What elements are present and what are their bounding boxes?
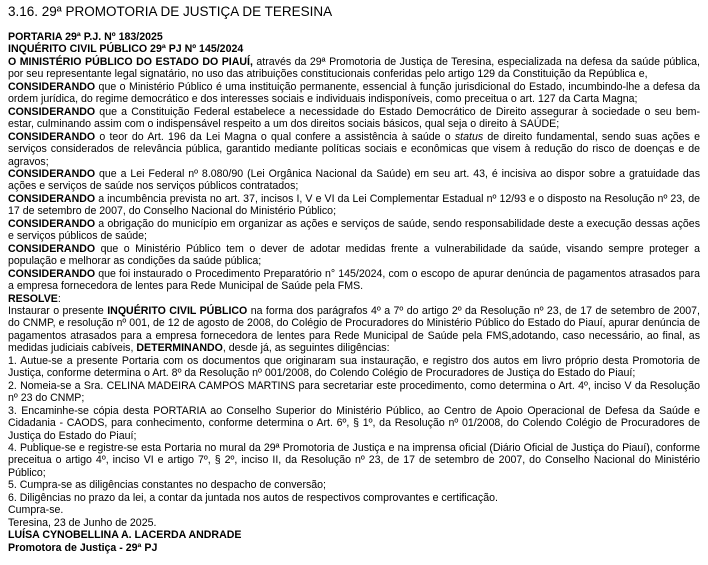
paragraph [8,31,700,43]
text-segment: de direito fundamental, sendo suas ações e serviços considerados de relevância pública, garantido mediante políticas sociais e econômicas que visem à redução do risco de doenças e de agravos; [8,130,700,168]
text-segment: CONSIDERANDO [8,80,96,93]
paragraph [8,529,700,541]
paragraph [8,106,700,131]
text-segment: 3. Encaminhe-se cópia desta PORTARIA ao Conselho Superior do Ministério Público, ao Centro de Apoio Operacional de Defesa da Saúde e Cidadania - CAODS, para conhecimento, conforme determina o Art. 6º, § 1º, da Resolução nº 01/2008, do Colendo Colégio de Procuradores de Justiça do Estado do Piauí; [8,404,700,442]
text-segment: através da 29ª Promotoria de Justiça de Teresina, especializada na defesa da saúde pública, por seu representante legal signatário, no uso das atribuições constitucionais conferidas pelo artigo 129 da Constituição da República e, [8,55,700,81]
paragraph [8,218,700,243]
text-segment: que a Constituição Federal estabelece a necessidade do Estado Democrático de Direito assegurar à sociedade o seu bem-estar, culminando assim com o indispensável respeito a um dos direitos sociais básicos, qual seja o direito à SAÚDE; [8,105,700,131]
text-segment: O MINISTÉRIO PÚBLICO DO ESTADO DO PIAUÍ, [8,55,253,68]
text-segment: que foi instaurado o Procedimento Preparatório n° 145/2024, com o escopo de apurar denúncia de pagamentos atrasados para a empresa fornecedora de lentes para Rede Municipal de Saúde pela FMS. [8,267,700,293]
text-segment: Promotora de Justiça - 29ª PJ [8,541,158,554]
text-segment: CONSIDERANDO [8,267,96,280]
paragraph [8,131,700,168]
text-segment: que a Lei Federal nº 8.080/90 (Lei Orgânica Nacional da Saúde) em seu art. 43, é incisiva ao dispor sobre a gratuidade das ações e serviços de saúde nos serviços públicos contratados; [8,167,700,193]
paragraph [8,517,700,529]
paragraph [8,542,700,554]
text-segment: DETERMINANDO [136,342,223,355]
text-segment: 2. Nomeia-se a Sra. CELINA MADEIRA CAMPOS MARTINS para secretariar este procedimento, como determina o Art. 4º, inciso V da Resolução nº 23 do CNMP; [8,379,700,405]
paragraph [8,193,700,218]
text-segment: CONSIDERANDO [8,105,96,118]
paragraph [8,479,700,491]
text-segment: CONSIDERANDO [8,217,96,230]
text-segment: Teresina, 23 de Junho de 2025. [8,516,157,529]
text-segment: que o Ministério Público tem o dever de adotar medidas frente a vulnerabilidade da saúde, visando sempre proteger a população e melhorar as condições da saúde pública; [8,242,700,268]
text-segment: 6. Diligências no prazo da lei, a contar da juntada nos autos de respectivos comprovantes e certificação. [8,491,498,504]
paragraph [8,355,700,380]
section-heading: 3.16. 29ª PROMOTORIA DE JUSTIÇA DE TERESINA [8,4,333,19]
text-segment: o teor do Art. 196 da Lei Magna o qual confere a assistência à saúde o [95,130,455,143]
paragraph [8,305,700,355]
text-segment: Instaurar o presente [8,304,108,317]
paragraph [8,492,700,504]
paragraph [8,442,700,479]
text-segment: a incumbência prevista no art. 37, incisos I, V e VI da Lei Complementar Estadual nº 12/93 e o disposto na Resolução nº 23, de 17 de setembro de 2007, do Conselho Nacional do Ministério Público; [8,192,700,218]
text-segment: INQUÉRITO CIVIL PÚBLICO 29ª PJ Nº 145/2024 [8,43,244,56]
text-segment: na forma dos parágrafos 4º a 7º do artigo 2º da Resolução nº 23, de 17 de setembro de 2007, do CNMP, e resolução nº 001, de 12 de agosto de 2008, do Colégio de Procuradores do Ministério Público do Estado do Piauí, apurar denúncia de pagamentos atrasados para a empresa fornecedora de lentes para Rede Municipal de Saúde pela FMS,adotando, caso necessário, ao final, as medidas judiciais cabíveis, [8,304,701,355]
text-segment: CONSIDERANDO [8,192,96,205]
text-segment: CONSIDERANDO [8,242,96,255]
text-segment: : [57,292,61,305]
paragraph [8,243,700,268]
paragraph [8,268,700,293]
text-segment: 5. Cumpra-se as diligências constantes no despacho de conversão; [8,479,326,492]
paragraph [8,504,700,516]
text-segment: a obrigação do município em organizar as ações e serviços de saúde, sendo responsabilidade deste a execução dessas ações e serviços públicos de saúde; [8,217,700,243]
text-segment: RESOLVE [8,292,58,305]
text-segment: CONSIDERANDO [8,130,96,143]
text-segment: 4. Publique-se e registre-se esta Portaria no mural da 29ª Promotoria de Justiça e na imprensa oficial (Diário Oficial de Justiça do Piauí), conforme preceitua o artigo 4º, inciso VI e artigo 7º, § 2º, inciso II, da Resolução nº 23, de 17 de setembro de 2007, do Conselho Nacional do Ministério Público; [8,441,700,479]
text-segment: 1. Autue-se a presente Portaria com os documentos que originaram sua instauração, e registro dos autos em livro próprio desta Promotoria de Justiça, conforme determina o Art. 8º da Resolução nº 001/2008, do Colendo Colégio de Procuradores de Justiça do Estado do Piauí; [8,354,700,380]
text-segment: CONSIDERANDO [8,167,96,180]
paragraph [8,81,700,106]
paragraph [8,380,700,405]
text-segment: , desde já, as seguintes diligências: [222,342,390,355]
paragraph [8,168,700,193]
paragraph [8,405,700,442]
text-segment: que o Ministério Público é uma instituição permanente, essencial à função jurisdicional do Estado, incumbindo-lhe a defesa da ordem jurídica, do regime democrático e dos interesses sociais e individuais indisponíveis, como preceitua o art. 127 da Carta Magna; [8,80,700,106]
text-segment: status [454,130,484,143]
document-body [8,31,700,554]
paragraph [8,43,700,55]
paragraph [8,293,700,305]
text-segment: INQUÉRITO CIVIL PÚBLICO [107,304,248,317]
text-segment: PORTARIA 29ª P.J. Nº 183/2025 [8,31,163,43]
text-segment: Cumpra-se. [8,504,64,517]
text-segment: LUÍSA CYNOBELLINA A. LACERDA ANDRADE [8,529,242,542]
paragraph [8,56,700,81]
